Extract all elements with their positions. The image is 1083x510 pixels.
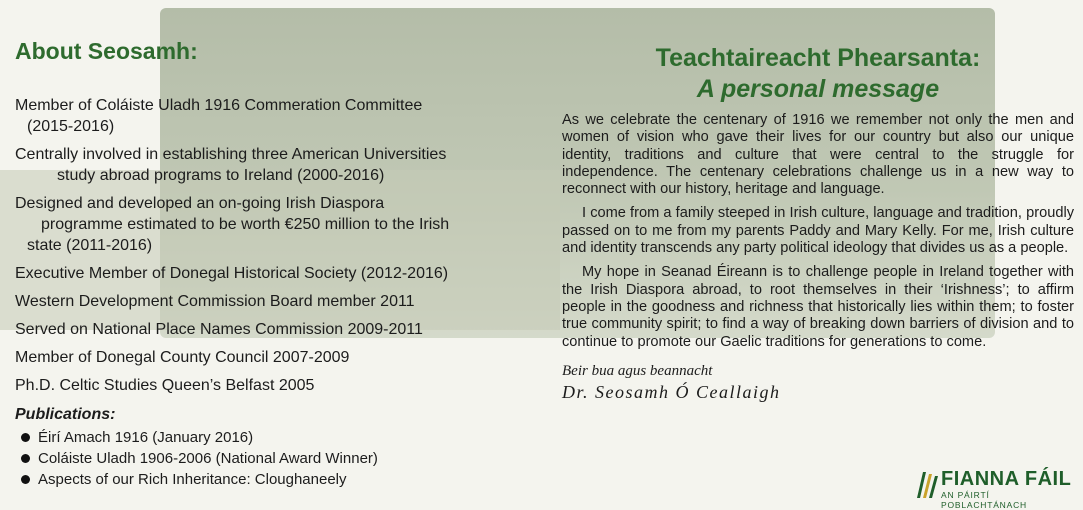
bullet-icon bbox=[21, 454, 30, 463]
about-item bbox=[15, 193, 525, 256]
publication-title: Aspects of our Rich Inheritance: Cloughaneely bbox=[38, 471, 347, 488]
message-heading-irish: Teachtaireacht Phearsanta: bbox=[655, 44, 981, 72]
logo-name: FIANNA FÁIL bbox=[941, 468, 1072, 490]
publication-item bbox=[15, 469, 525, 490]
about-item-line: programme estimated to be worth €250 million to the Irish bbox=[41, 216, 450, 233]
about-item bbox=[15, 347, 525, 368]
party-logo bbox=[915, 468, 1077, 510]
publication-item bbox=[15, 427, 525, 448]
about-item-line: Western Development Commission Board member 2011 bbox=[15, 293, 415, 310]
message-paragraph: My hope in Seanad Éireann is to challenge people in Ireland together with the Irish Diaspora abroad, to root themselves in their ‘Irishness’; to affirm people in the goodness and richness that historically lies within them; to foster true community spirit; to find a way of breaking down barriers of division and to continue to promote our Gaelic traditions for generations to come. bbox=[562, 264, 1074, 350]
about-item bbox=[15, 95, 525, 137]
about-item-line: Centrally involved in establishing three American Universities bbox=[15, 146, 447, 163]
about-section bbox=[15, 38, 525, 490]
about-item-line: (2015-2016) bbox=[27, 118, 115, 135]
signature: Dr. Seosamh Ó Ceallaigh bbox=[562, 381, 781, 402]
personal-message-section bbox=[562, 40, 1074, 403]
about-item-line: Served on National Place Names Commission 2009-2011 bbox=[15, 321, 423, 338]
about-item-line: Designed and developed an on-going Irish Diaspora bbox=[15, 195, 385, 212]
message-heading-english: A personal message bbox=[696, 75, 940, 103]
about-item bbox=[15, 263, 525, 284]
publication-title: Coláiste Uladh 1906-2006 (National Award Winner) bbox=[38, 450, 378, 467]
about-item bbox=[15, 291, 525, 312]
flag-icon bbox=[915, 470, 939, 500]
bullet-icon bbox=[21, 433, 30, 442]
about-item-line: Executive Member of Donegal Historical Society (2012-2016) bbox=[15, 265, 449, 282]
about-item-line: Member of Donegal County Council 2007-2009 bbox=[15, 349, 350, 366]
closing-line: Beir bua agus beannacht bbox=[562, 362, 713, 379]
bullet-icon bbox=[21, 475, 30, 484]
message-paragraph: As we celebrate the centenary of 1916 we remember not only the men and women of vision who gave their lives for our country but also our unique identity, traditions and culture that were central to the struggle for independence. The centenary celebrations challenge us in a new way to reconnect with our history, heritage and language. bbox=[562, 112, 1074, 198]
about-heading: About Seosamh: bbox=[15, 38, 198, 64]
message-paragraph: I come from a family steeped in Irish culture, language and tradition, proudly passed on to me from my parents Paddy and Mary Kelly. For me, Irish culture and identity transcends any party political ideology that divides us as a people. bbox=[562, 205, 1074, 257]
about-item bbox=[15, 144, 525, 186]
publications-heading: Publications: bbox=[15, 406, 116, 423]
about-item-line: study abroad programs to Ireland (2000-2016) bbox=[57, 167, 385, 184]
publication-title: Éirí Amach 1916 (January 2016) bbox=[38, 429, 254, 446]
about-item-line: state (2011-2016) bbox=[27, 237, 153, 254]
publication-item bbox=[15, 448, 525, 469]
about-item bbox=[15, 375, 525, 396]
logo-subtitle: AN PÁIRTÍ POBLACHTÁNACH bbox=[941, 490, 1027, 510]
about-item bbox=[15, 319, 525, 340]
about-item-line: Member of Coláiste Uladh 1916 Commeration Committee bbox=[15, 97, 423, 114]
about-item-line: Ph.D. Celtic Studies Queen’s Belfast 2005 bbox=[15, 377, 315, 394]
